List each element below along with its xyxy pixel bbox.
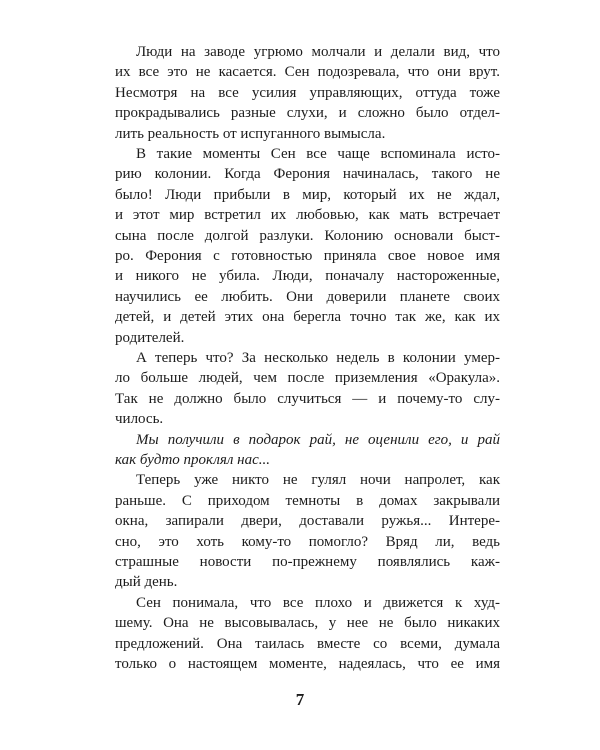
text-line: Сен понимала, что все плохо и движется к худ- [136, 594, 500, 611]
text-line: сына после долгой разлуки. Колонию основали быст- [115, 227, 500, 244]
text-line-italic: как будто проклял нас... [115, 452, 271, 468]
text-line: и никого не убила. Люди, поначалу настороженные, [115, 268, 500, 285]
text-line: Несмотря на все усилия управляющих, оттуда тоже [115, 84, 500, 101]
text-line: научились ее любить. Они доверили планете своих [115, 288, 500, 305]
text-line: А теперь что? За несколько недель в колонии умер- [136, 350, 500, 366]
text-line: дый день. [115, 574, 178, 591]
text-line: сно, это хоть кому-то помогло? Вряд ли, ведь [115, 533, 500, 550]
text-line: раньше. С приходом темноты в домах закрывали [115, 492, 500, 509]
text-line: Так не должно было случиться — и почему-то слу- [115, 390, 500, 407]
text-line: шему. Она не высовывалась, у нее не было никаких [115, 615, 500, 632]
text-line: В такие моменты Сен все чаще вспоминала исто- [136, 146, 500, 162]
text-line: их все это не касается. Сен подозревала, что они врут. [115, 64, 500, 81]
text-line: рию колонии. Когда Ферония начиналась, такого не [115, 166, 500, 183]
text-line: ро. Ферония с готовностью приняла свое новое имя [115, 248, 500, 264]
text-line: Теперь уже никто не гулял ночи напролет, как [136, 472, 500, 489]
text-line: страшные новости по-прежнему появлялись каж- [115, 554, 500, 570]
text-line: детей, и детей этих она берегла точно так же, как их [115, 309, 500, 326]
text-line: было! Люди прибыли в мир, который их не ждал, [115, 186, 500, 203]
text-line: Люди на заводе угрюмо молчали и делали вид, что [136, 44, 500, 60]
text-line: ло больше людей, чем после приземления «Оракула». [115, 370, 500, 387]
text-line: лить реальность от испуганного вымысла. [115, 125, 386, 142]
text-line: чилось. [115, 411, 164, 428]
page-number: 7 [295, 690, 305, 709]
text-line: предложений. Она таилась вместе со всеми, думала [115, 635, 500, 652]
text-line: окна, запирали двери, доставали ружья... Интере- [115, 513, 500, 530]
text-line: родителей. [115, 329, 185, 346]
text-line-italic: Мы получили в подарок рай, не оценили его, и рай [136, 431, 500, 448]
text-line: прокрадывались разные слухи, и сложно было отдел- [115, 105, 500, 122]
text-line: и этот мир встретил их любовью, как мать встречает [115, 207, 500, 224]
text-line: только о настоящем моменте, надеялась, что ее имя [115, 656, 500, 672]
